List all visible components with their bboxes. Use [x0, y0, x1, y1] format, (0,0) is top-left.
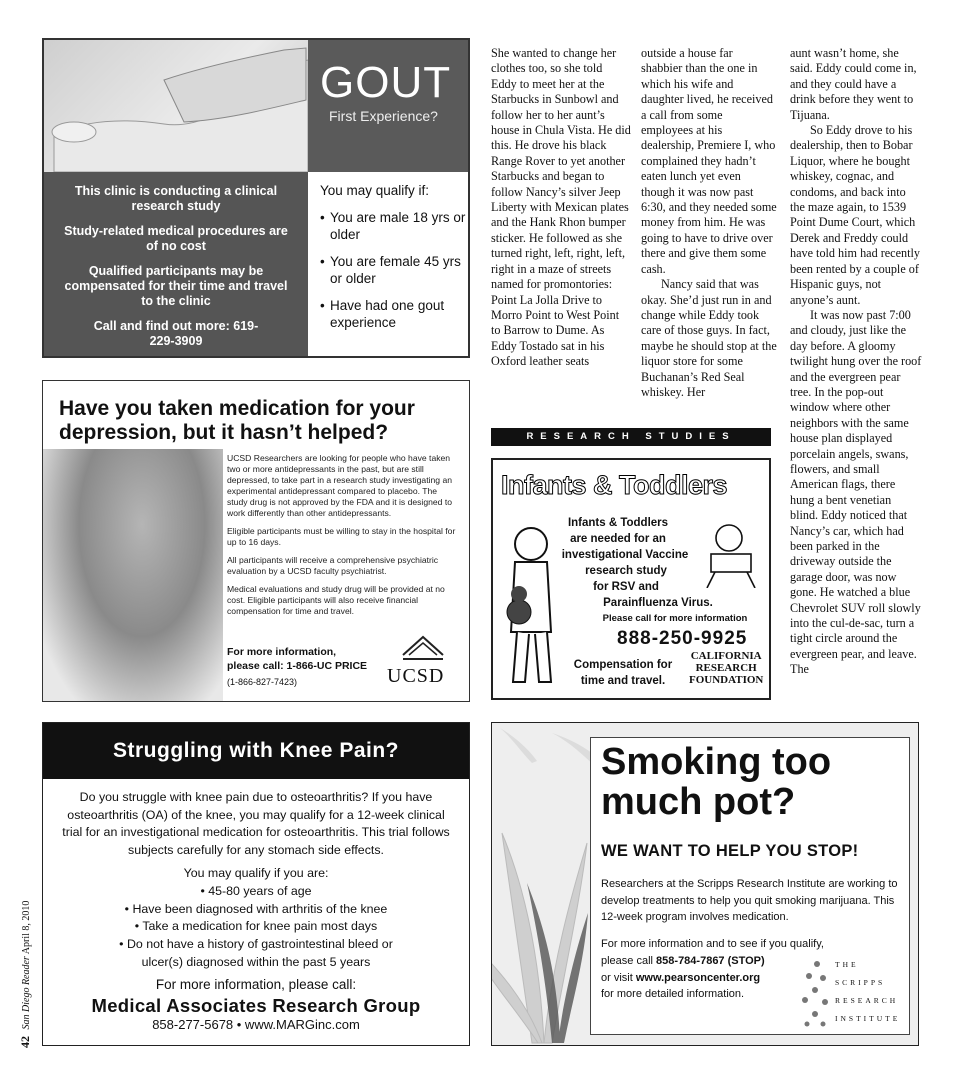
call-line: please call: 1-866-UC PRICE [227, 660, 368, 672]
info-line: For more information and to see if you qualify, [601, 938, 824, 950]
pot-url: www.pearsoncenter.org [635, 971, 761, 984]
article-column-3 [790, 46, 922, 678]
more-info-line: For more information, [227, 646, 337, 658]
headline-line: much pot? [601, 781, 796, 823]
compensation-line: Compensation for [573, 659, 673, 671]
ucsd-logo-icon [401, 633, 445, 663]
gout-info-panel [44, 172, 308, 358]
smoking-pot-ad [491, 722, 919, 1046]
gout-line: This clinic is conducting a clinical research study [74, 184, 278, 213]
list-item: • Have been diagnosed with arthritis of the knee [124, 901, 388, 916]
woman-photo [43, 449, 223, 701]
page-number: 42 [18, 1036, 32, 1048]
logo-line: THE [835, 960, 859, 969]
logo-line: INSTITUTE [835, 1014, 901, 1023]
infants-headline: Infants & Toddlers [501, 470, 728, 500]
list-item: • Have had one gout experience [320, 297, 470, 331]
gout-qualify-panel [308, 172, 470, 358]
depression-body [227, 453, 459, 624]
infants-line: Parainfluenza Virus. [603, 597, 713, 609]
infants-line: are needed for an [570, 533, 666, 545]
gout-title: GOUT [320, 58, 452, 107]
infants-line: for RSV and [593, 581, 659, 593]
gout-ad [42, 38, 470, 358]
gout-call-line: Call and find out more: 619-229-3909 [93, 319, 259, 348]
article-paragraph: outside a house far shabbier than the one in which his wife and daughter lived, he received a call from some employees at his dealership, Premiere I, who complained they hadn’t eaten lunch yet even though it was now past 6:30, and they needed some money from him. He was going to have to drive over there and give them some cash. [641, 46, 777, 276]
foot-photo [44, 40, 308, 172]
logo-line: RESEARCH [835, 996, 899, 1005]
list-item: • Take a medication for knee pain most days [134, 919, 378, 934]
issue-date: April 8, 2010 [21, 900, 32, 955]
article-paragraph: It was now past 7:00 and cloudy, just like the day before. A gloomy twilight hung over the roof and the evergreen pear tree. In the pop-out window where other neighbors with the same house plan displayed porcelain angels, swans, flowers, and small American flags, there hung a bent venetian blind. Eddy noticed that Nancy’s car, which had been parked in the driveway outside the garage door, was now gone. He watched a blue Chevrolet SUV roll slowly into the cul-de-sac, turn a tight circle around the evergreen pear, and leave. The [790, 307, 922, 677]
scripps-logo [797, 956, 907, 1030]
california-research-foundation-logo [689, 650, 763, 686]
list-item: • You are male 18 yrs or older [320, 209, 470, 243]
list-item: • Do not have a history of gastrointestinal bleed or [119, 937, 393, 952]
gout-qualify-heading: You may qualify if: [320, 183, 430, 198]
list-item: • 45-80 years of age [200, 883, 312, 898]
info-line: for more detailed information. [601, 988, 745, 1001]
knee-qualify-heading: You may qualify if you are: [183, 866, 329, 880]
infants-line: research study [585, 565, 667, 577]
org-line: CALIFORNIA [690, 650, 762, 662]
pot-headline [601, 742, 831, 822]
compensation-line: time and travel. [580, 675, 666, 687]
knee-qualify [61, 865, 451, 972]
pot-ad-panel [590, 737, 910, 1035]
org-line: RESEARCH [695, 662, 757, 674]
logo-line: SCRIPPS [835, 978, 886, 987]
article-paragraph: Nancy said that was okay. She’d just run in and change while Eddy took care of those guys. In fact, maybe he should stop at the liquor store for some Buchanan’s Red Seal whiskey. Her [641, 277, 777, 399]
call-label: please call [601, 954, 653, 967]
infants-call-text: Please call for more information [602, 613, 748, 624]
gout-line: Study-related medical procedures are of no cost [64, 224, 288, 253]
pot-body: Researchers at the Scripps Research Institute are working to develop treatments to help you quit smoking marijuana. This 12-week program involves medication. [601, 878, 898, 923]
gout-line: Qualified participants may be compensated for their time and travel to the clinic [64, 264, 288, 308]
knee-headline: Struggling with Knee Pain? [43, 723, 469, 779]
article-paragraph: So Eddy drove to his dealership, then to Bobar Liquor, where he bought whiskey, cognac, and condoms, and back into the maze again, to 1539 Point Dume Court, which Derek and Freddy could have told him had recently been rented by a couple of Hispanic guys, not anyone’s aunt. [790, 123, 920, 307]
knee-pain-ad [42, 722, 470, 1046]
article-column-1 [491, 46, 631, 370]
scripps-dots-icon [797, 956, 833, 1030]
infants-ad [491, 458, 771, 700]
knee-intro: Do you struggle with knee pain due to osteoarthritis? If you have osteoarthritis (OA) of the knee, you may qualify for a 12-week clinical trial for an investigational medication for osteoarthritis. This trial follows subjects carefully for any stomach side effects. [62, 790, 450, 857]
infants-line: investigational Vaccine [561, 549, 689, 561]
baby-highchair-illustration [699, 518, 765, 588]
publication-name: San Diego Reader [21, 956, 32, 1030]
pot-subhead: WE WANT TO HELP YOU STOP! [601, 842, 859, 860]
list-item: ulcer(s) diagnosed within the past 5 years [141, 954, 371, 969]
knee-group-name: Medical Associates Research Group [91, 995, 421, 1016]
visit-label: or visit [601, 971, 633, 984]
depression-contact [227, 645, 367, 673]
infants-phone: 888-250-9925 [617, 628, 748, 649]
headline-line: Smoking too [601, 741, 832, 783]
gout-subtitle: First Experience? [329, 108, 438, 124]
infants-line: Infants & Toddlers [567, 517, 669, 529]
list-item: • You are female 45 yrs or older [320, 253, 470, 287]
pot-phone: 858-784-7867 (STOP) [656, 954, 765, 967]
article-paragraph: aunt wasn’t home, she said. Eddy could come in, and they could have a drink before they went to Tijuana. [790, 46, 917, 122]
paragraph: UCSD Researchers are looking for people who have taken two or more antidepressants in the past, but are still depressed, to take part in a research study investigating an experimental antidepressant compared to placebo. The study drug is not approved by the FDA and it is designed to work differently than other antidepressants. [227, 453, 453, 518]
paragraph: Medical evaluations and study drug will be provided at no cost. Eligible participants will also receive financial compensation for time and travel. [227, 584, 445, 616]
knee-for-info: For more information, please call: [155, 977, 357, 992]
org-line: FOUNDATION [689, 674, 764, 686]
knee-contact: 858-277-5678 • www.MARGinc.com [152, 1017, 360, 1032]
article-paragraph: She wanted to change her clothes too, so she told Eddy to meet her at the Starbucks in Sunbowl and follow her to her aunt’s house in Chula Vista. He did this. He drove his black Range Rover to yet another Starbucks and began to follow Nancy’s silver Jeep Liberty with Mexican plates and the Hank Rhon bumper sticker. He followed as she turned right, left, right, left, right in a maze of streets named for promontories: Point La Jolla Drive to Morro Point to West Point to Barrow to Dume. As Eddy Tostado sat in his Oxford leather seats [491, 46, 631, 369]
phone-digits: (1-866-827-7423) [227, 677, 298, 687]
depression-ad [42, 380, 470, 702]
paragraph: Eligible participants must be willing to stay in the hospital for up to 16 days. [227, 526, 456, 547]
article-column-2 [641, 46, 777, 400]
paragraph: All participants will receive a comprehensive psychiatric evaluation by a UCSD faculty psychiatrist. [227, 555, 439, 576]
research-studies-bar: RESEARCH STUDIES [491, 428, 771, 446]
ucsd-logo: UCSD [387, 665, 445, 687]
depression-headline: Have you taken medication for your depression, but it hasn’t helped? [59, 397, 415, 444]
page-folio [18, 901, 33, 1048]
gout-qualify-list [320, 209, 470, 331]
